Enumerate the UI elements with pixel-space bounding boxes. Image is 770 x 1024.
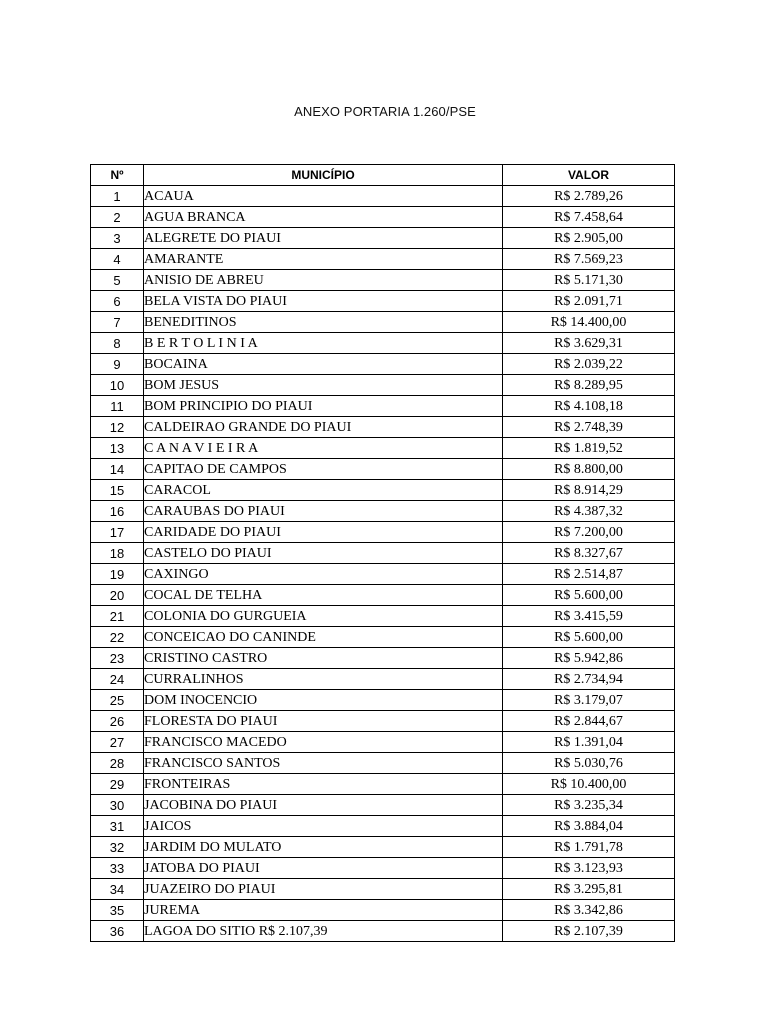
municipio-name: BOM PRINCIPIO DO PIAUI: [144, 396, 503, 417]
row-number: 7: [91, 312, 144, 333]
row-number: 23: [91, 648, 144, 669]
municipio-name: CONCEICAO DO CANINDE: [144, 627, 503, 648]
table-row: [91, 711, 675, 732]
valor-amount: R$ 1.791,78: [503, 837, 675, 858]
valor-amount: R$ 2.748,39: [503, 417, 675, 438]
municipio-name: JUAZEIRO DO PIAUI: [144, 879, 503, 900]
table-row: [91, 816, 675, 837]
table-row: [91, 228, 675, 249]
table-row: [91, 270, 675, 291]
table-header-row: [91, 165, 675, 186]
valor-amount: R$ 4.387,32: [503, 501, 675, 522]
valor-amount: R$ 5.600,00: [503, 585, 675, 606]
valor-amount: R$ 8.800,00: [503, 459, 675, 480]
municipio-name: ALEGRETE DO PIAUI: [144, 228, 503, 249]
municipio-name: LAGOA DO SITIO R$ 2.107,39: [144, 921, 503, 942]
valor-amount: R$ 7.458,64: [503, 207, 675, 228]
table-row: [91, 879, 675, 900]
valor-amount: R$ 2.514,87: [503, 564, 675, 585]
table-row: [91, 249, 675, 270]
municipio-name: CURRALINHOS: [144, 669, 503, 690]
valor-amount: R$ 2.091,71: [503, 291, 675, 312]
table-row: [91, 732, 675, 753]
valor-amount: R$ 7.569,23: [503, 249, 675, 270]
row-number: 19: [91, 564, 144, 585]
row-number: 16: [91, 501, 144, 522]
table-row: [91, 480, 675, 501]
table-row: [91, 543, 675, 564]
municipio-name: JUREMA: [144, 900, 503, 921]
valor-amount: R$ 3.123,93: [503, 858, 675, 879]
municipio-name: BELA VISTA DO PIAUI: [144, 291, 503, 312]
header-valor: VALOR: [503, 165, 675, 186]
valor-amount: R$ 5.171,30: [503, 270, 675, 291]
municipio-values-table: [90, 164, 675, 942]
municipio-name: CAXINGO: [144, 564, 503, 585]
municipio-name: B E R T O L I N I A: [144, 333, 503, 354]
row-number: 31: [91, 816, 144, 837]
row-number: 6: [91, 291, 144, 312]
valor-amount: R$ 8.289,95: [503, 375, 675, 396]
row-number: 20: [91, 585, 144, 606]
municipio-name: JATOBA DO PIAUI: [144, 858, 503, 879]
table-row: [91, 396, 675, 417]
row-number: 29: [91, 774, 144, 795]
table-row: [91, 606, 675, 627]
valor-amount: R$ 2.734,94: [503, 669, 675, 690]
table-row: [91, 207, 675, 228]
municipio-name: FRANCISCO SANTOS: [144, 753, 503, 774]
valor-amount: R$ 3.235,34: [503, 795, 675, 816]
table-row: [91, 648, 675, 669]
row-number: 26: [91, 711, 144, 732]
header-municipio: MUNICÍPIO: [144, 165, 503, 186]
row-number: 18: [91, 543, 144, 564]
valor-amount: R$ 1.819,52: [503, 438, 675, 459]
row-number: 3: [91, 228, 144, 249]
valor-amount: R$ 8.914,29: [503, 480, 675, 501]
valor-amount: R$ 2.107,39: [503, 921, 675, 942]
table-row: [91, 753, 675, 774]
page-title: ANEXO PORTARIA 1.260/PSE: [294, 104, 476, 119]
municipio-name: DOM INOCENCIO: [144, 690, 503, 711]
table-body: [91, 186, 675, 942]
municipio-name: FLORESTA DO PIAUI: [144, 711, 503, 732]
valor-amount: R$ 2.905,00: [503, 228, 675, 249]
valor-amount: R$ 3.884,04: [503, 816, 675, 837]
row-number: 8: [91, 333, 144, 354]
municipio-name: COLONIA DO GURGUEIA: [144, 606, 503, 627]
table-row: [91, 522, 675, 543]
table-row: [91, 438, 675, 459]
table-row: [91, 312, 675, 333]
row-number: 30: [91, 795, 144, 816]
table-row: [91, 795, 675, 816]
row-number: 17: [91, 522, 144, 543]
valor-amount: R$ 3.179,07: [503, 690, 675, 711]
table-row: [91, 690, 675, 711]
valor-amount: R$ 8.327,67: [503, 543, 675, 564]
table-row: [91, 459, 675, 480]
table-row: [91, 417, 675, 438]
table-row: [91, 564, 675, 585]
table-row: [91, 921, 675, 942]
valor-amount: R$ 3.415,59: [503, 606, 675, 627]
municipio-name: JARDIM DO MULATO: [144, 837, 503, 858]
municipio-name: BOCAINA: [144, 354, 503, 375]
table-row: [91, 837, 675, 858]
valor-amount: R$ 5.600,00: [503, 627, 675, 648]
municipio-name: CASTELO DO PIAUI: [144, 543, 503, 564]
municipio-name: CALDEIRAO GRANDE DO PIAUI: [144, 417, 503, 438]
table-row: [91, 627, 675, 648]
table-row: [91, 774, 675, 795]
valor-amount: R$ 5.030,76: [503, 753, 675, 774]
municipio-name: AMARANTE: [144, 249, 503, 270]
row-number: 9: [91, 354, 144, 375]
municipio-name: CAPITAO DE CAMPOS: [144, 459, 503, 480]
row-number: 36: [91, 921, 144, 942]
municipio-name: BOM JESUS: [144, 375, 503, 396]
municipio-name: FRANCISCO MACEDO: [144, 732, 503, 753]
municipio-name: CRISTINO CASTRO: [144, 648, 503, 669]
row-number: 34: [91, 879, 144, 900]
row-number: 27: [91, 732, 144, 753]
valor-amount: R$ 3.295,81: [503, 879, 675, 900]
valor-amount: R$ 10.400,00: [503, 774, 675, 795]
table-row: [91, 291, 675, 312]
municipio-name: CARIDADE DO PIAUI: [144, 522, 503, 543]
row-number: 2: [91, 207, 144, 228]
table-row: [91, 186, 675, 207]
municipio-name: JAICOS: [144, 816, 503, 837]
municipio-name: JACOBINA DO PIAUI: [144, 795, 503, 816]
municipio-name: FRONTEIRAS: [144, 774, 503, 795]
valor-amount: R$ 1.391,04: [503, 732, 675, 753]
row-number: 25: [91, 690, 144, 711]
row-number: 21: [91, 606, 144, 627]
municipio-name: AGUA BRANCA: [144, 207, 503, 228]
valor-amount: R$ 7.200,00: [503, 522, 675, 543]
row-number: 33: [91, 858, 144, 879]
row-number: 14: [91, 459, 144, 480]
table-row: [91, 669, 675, 690]
valor-amount: R$ 2.039,22: [503, 354, 675, 375]
valor-amount: R$ 2.789,26: [503, 186, 675, 207]
row-number: 4: [91, 249, 144, 270]
row-number: 12: [91, 417, 144, 438]
table-row: [91, 333, 675, 354]
row-number: 1: [91, 186, 144, 207]
municipio-name: ANISIO DE ABREU: [144, 270, 503, 291]
municipio-name: CARAUBAS DO PIAUI: [144, 501, 503, 522]
row-number: 24: [91, 669, 144, 690]
valor-amount: R$ 3.342,86: [503, 900, 675, 921]
table-row: [91, 585, 675, 606]
row-number: 5: [91, 270, 144, 291]
valor-amount: R$ 5.942,86: [503, 648, 675, 669]
municipio-name: CARACOL: [144, 480, 503, 501]
row-number: 11: [91, 396, 144, 417]
row-number: 10: [91, 375, 144, 396]
table-row: [91, 858, 675, 879]
row-number: 35: [91, 900, 144, 921]
table-row: [91, 354, 675, 375]
table-row: [91, 900, 675, 921]
valor-amount: R$ 3.629,31: [503, 333, 675, 354]
valor-amount: R$ 14.400,00: [503, 312, 675, 333]
municipio-name: BENEDITINOS: [144, 312, 503, 333]
valor-amount: R$ 2.844,67: [503, 711, 675, 732]
row-number: 32: [91, 837, 144, 858]
row-number: 28: [91, 753, 144, 774]
table-row: [91, 501, 675, 522]
header-number: Nº: [91, 165, 144, 186]
municipio-name: COCAL DE TELHA: [144, 585, 503, 606]
municipio-name: C A N A V I E I R A: [144, 438, 503, 459]
row-number: 22: [91, 627, 144, 648]
valor-amount: R$ 4.108,18: [503, 396, 675, 417]
row-number: 15: [91, 480, 144, 501]
row-number: 13: [91, 438, 144, 459]
municipio-name: ACAUA: [144, 186, 503, 207]
table-row: [91, 375, 675, 396]
